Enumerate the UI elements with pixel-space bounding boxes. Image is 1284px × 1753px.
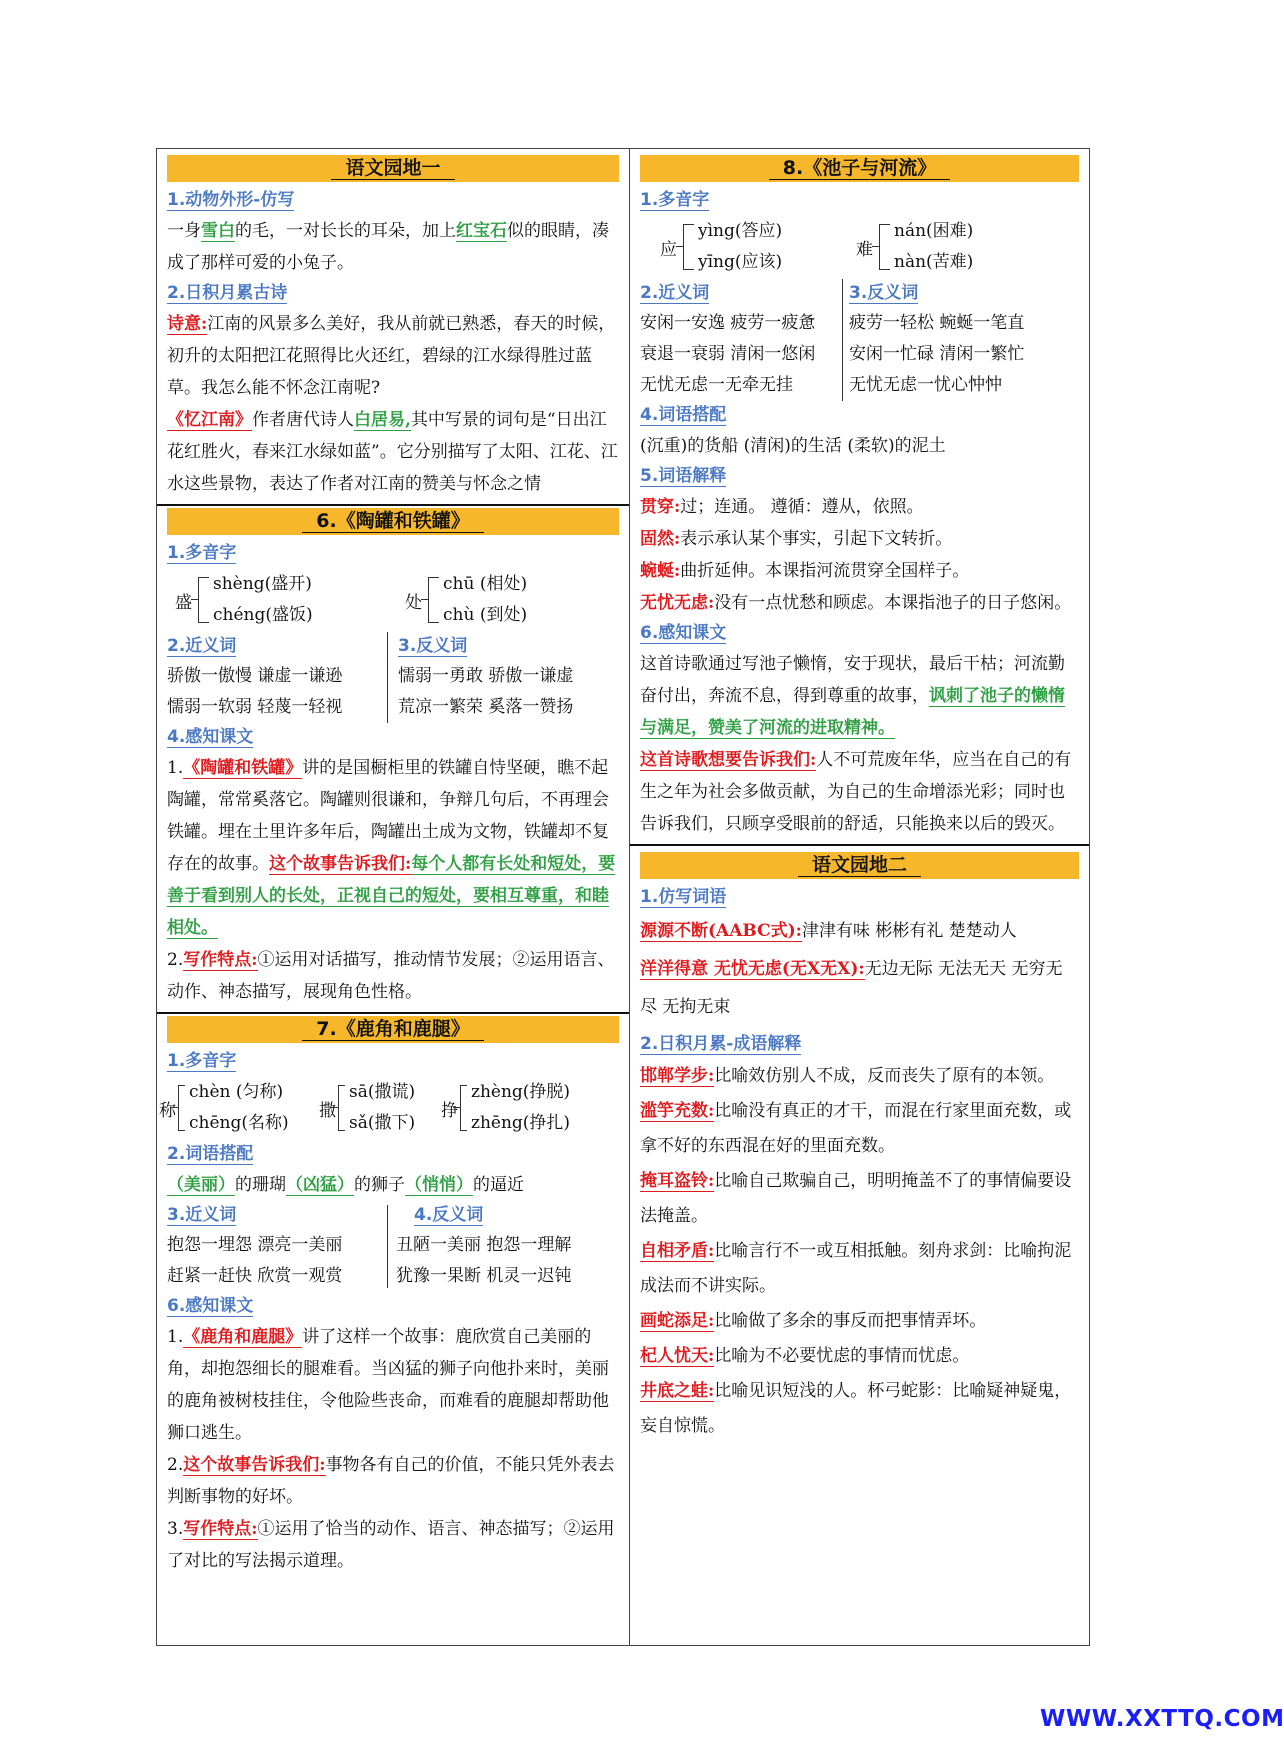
paragraph: 这首诗歌想要告诉我们:人不可荒废年华，应当在自己的有生之年为社会多做贡献，为自己的生命增添光彩；同时也告诉我们，只顾享受眼前的舒适，只能换来以后的毁灭。 [640, 750, 1072, 834]
subheading: 1.多音字 [167, 543, 237, 563]
subheading: 2.词语搭配 [167, 1144, 254, 1164]
section-banner [167, 155, 619, 182]
subheading: 2.日积月累古诗 [167, 283, 288, 303]
polyphone-row: 称 chèn (匀称) chēng(名称) 撒 sā(撒谎) sǎ(撒下) 挣 zhèng(挣脱) zhēng(挣扎) [159, 1082, 571, 1133]
paragraph: 1.《陶罐和铁罐》讲的是国橱柜里的铁罐自恃坚硬，瞧不起陶罐，常常奚落它。陶罐则很谦和，争辩几句后，不再理会铁罐。埋在土里许多年后，陶罐出土成为文物，铁罐却不复存在的故事。这个故事告诉我们:每个人都有长处和短处，要善于看到别人的长处，正视自己的短处，要相互尊重，和睦相处。 [167, 758, 616, 938]
section-title: 8.《池子与河流》 [769, 157, 950, 180]
subheading: 1.多音字 [167, 1051, 237, 1071]
section-title: 语文园地一 [331, 157, 454, 180]
idiom-item: 画蛇添足:比喻做了多余的事反而把事情弄坏。 [640, 1311, 987, 1331]
section-yuwen-yuandi-2 [630, 846, 1089, 1444]
paragraph: 这首诗歌通过写池子懒惰，安于现状，最后干枯；河流勤奋付出，奔流不息，得到尊重的故事，讽刺了池子的懒惰与满足，赞美了河流的进取精神。 [640, 654, 1065, 738]
idiom-list [640, 1059, 1079, 1444]
subheading: 4.感知课文 [167, 727, 254, 747]
polyphone-group: 处 chū (相处) chù (到处) [405, 574, 528, 625]
definition: 蜿蜒:曲折延伸。本课指河流贯穿全国样子。 [640, 561, 970, 581]
idiom-item: 井底之蛙:比喻见识短浅的人。杯弓蛇影：比喻疑神疑鬼，妄自惊慌。 [640, 1381, 1072, 1436]
subheading: 1.多音字 [640, 190, 710, 210]
section-lujiao [157, 1014, 629, 1577]
paragraph: 3.写作特点:①运用了恰当的动作、语言、神态描写；②运用了对比的写法揭示道理。 [167, 1519, 615, 1571]
paragraph: 诗意:江南的风景多么美好，我从前就已熟悉，春天的时候，初升的太阳把江花照得比火还红，碧绿的江水绿得胜过蓝草。我怎么能不怀念江南呢? [167, 314, 616, 398]
definition: 固然:表示承认某个事实，引起下文转折。 [640, 529, 953, 549]
section-banner [167, 1016, 619, 1043]
paragraph: 《忆江南》作者唐代诗人白居易,其中写景的词句是“日出江花红胜火，春来江水绿如蓝”。它分别描写了太阳、江花、江水这些景物，表达了作者对江南的赞美与怀念之情 [167, 410, 618, 494]
subheading: 4.词语搭配 [640, 405, 727, 425]
idiom-item: 自相矛盾:比喻言行不一或互相抵触。刻舟求剑：比喻拘泥成法而不讲实际。 [640, 1241, 1072, 1296]
definition: 贯穿:过；连通。 遵循：遵从，依照。 [640, 497, 924, 517]
idiom-item: 杞人忧天:比喻为不必要忧虑的事情而忧虑。 [640, 1346, 970, 1366]
paragraph: 2.这个故事告诉我们:事物各有自己的价值，不能只凭外表去判断事物的好坏。 [167, 1455, 615, 1507]
watermark: WWW.XXTTQ.COM [1040, 1706, 1284, 1732]
paragraph: 一身雪白的毛，一对长长的耳朵，加上红宝石似的眼睛，凑成了那样可爱的小兔子。 [167, 221, 609, 273]
idiom-item: 邯郸学步:比喻效仿别人不成，反而丧失了原有的本领。 [640, 1066, 1055, 1086]
idiom-item: 滥竽充数:比喻没有真正的才干，而混在行家里面充数，或拿不好的东西混在好的里面充数。 [640, 1101, 1072, 1156]
collocation-line: (沉重)的货船 (清闲)的生活 (柔软)的泥土 [640, 436, 946, 456]
section-banner [640, 155, 1079, 182]
section-chizi [630, 149, 1089, 840]
section-taoguan [157, 506, 629, 1008]
subheading: 6.感知课文 [167, 1296, 254, 1316]
paragraph: 洋洋得意 无忧无虑(无X无X):无边无际 无法无天 无穷无尽 无拘无束 [640, 959, 1063, 1017]
definition: 无忧无虑:没有一点忧愁和顾虑。本课指池子的日子悠闲。 [640, 593, 1072, 613]
left-column [157, 149, 630, 1645]
polyphone-row [167, 568, 619, 632]
polyphone-row: 应 yìng(答应) yīng(应该) 难 nán(困难) nàn(苦难) [660, 221, 974, 272]
paragraph: 源源不断(AABC式):津津有味 彬彬有礼 楚楚动人 [640, 921, 1017, 941]
subheading: 6.感知课文 [640, 623, 727, 643]
section-title: 6.《陶罐和铁罐》 [302, 510, 483, 533]
section-yuwen-yuandi-1 [157, 149, 629, 500]
synonym-antonym-block: 2.近义词 骄傲一傲慢 谦虚一谦逊 懦弱一软弱 轻蔑一轻视 3.反义词 懦弱一勇敢 骄傲一谦虚 荒凉一繁荣 奚落一赞扬 [167, 632, 619, 723]
section-title: 7.《鹿角和鹿腿》 [302, 1018, 483, 1041]
section-banner [640, 852, 1079, 879]
paragraph: 1.《鹿角和鹿腿》讲了这样一个故事：鹿欣赏自己美丽的角，却抱怨细长的腿难看。当凶猛的狮子向他扑来时，美丽的鹿角被树枝挂住，令他险些丧命，而难看的鹿腿却帮助他狮口逃生。 [167, 1327, 609, 1443]
synonym-antonym-block: 2.近义词 安闲一安逸 疲劳一疲惫 衰退一衰弱 清闲一悠闲 无忧无虑一无牵无挂 3.反义词 疲劳一轻松 蜿蜒一笔直 安闲一忙碌 清闲一繁忙 无忧无虑一忧心忡忡 [640, 279, 1079, 401]
subheading: 1.仿写词语 [640, 887, 727, 907]
synonym-antonym-block: 3.近义词 抱怨一埋怨 漂亮一美丽 赶紧一赶快 欣赏一观赏 4.反义词 丑陋一美丽 抱怨一理解 犹豫一果断 机灵一迟钝 [167, 1205, 572, 1286]
polyphone-group: 盛 shèng(盛开) chéng(盛饭) [175, 574, 313, 625]
subheading: 1.动物外形-仿写 [167, 190, 295, 210]
idiom-item: 掩耳盗铃:比喻自己欺骗自己，明明掩盖不了的事情偏要设法掩盖。 [640, 1171, 1072, 1226]
subheading: 2.日积月累-成语解释 [640, 1034, 802, 1054]
section-title: 语文园地二 [798, 854, 921, 877]
subheading: 5.词语解释 [640, 466, 727, 486]
right-column [630, 149, 1089, 1645]
section-banner [167, 508, 619, 535]
paragraph: 2.写作特点:①运用对话描写，推动情节发展；②运用语言、动作、神态描写，展现角色性格。 [167, 950, 615, 1002]
content-table [156, 148, 1090, 1646]
collocation-line: （美丽）的珊瑚（凶猛）的狮子（悄悄）的逼近 [167, 1175, 524, 1195]
